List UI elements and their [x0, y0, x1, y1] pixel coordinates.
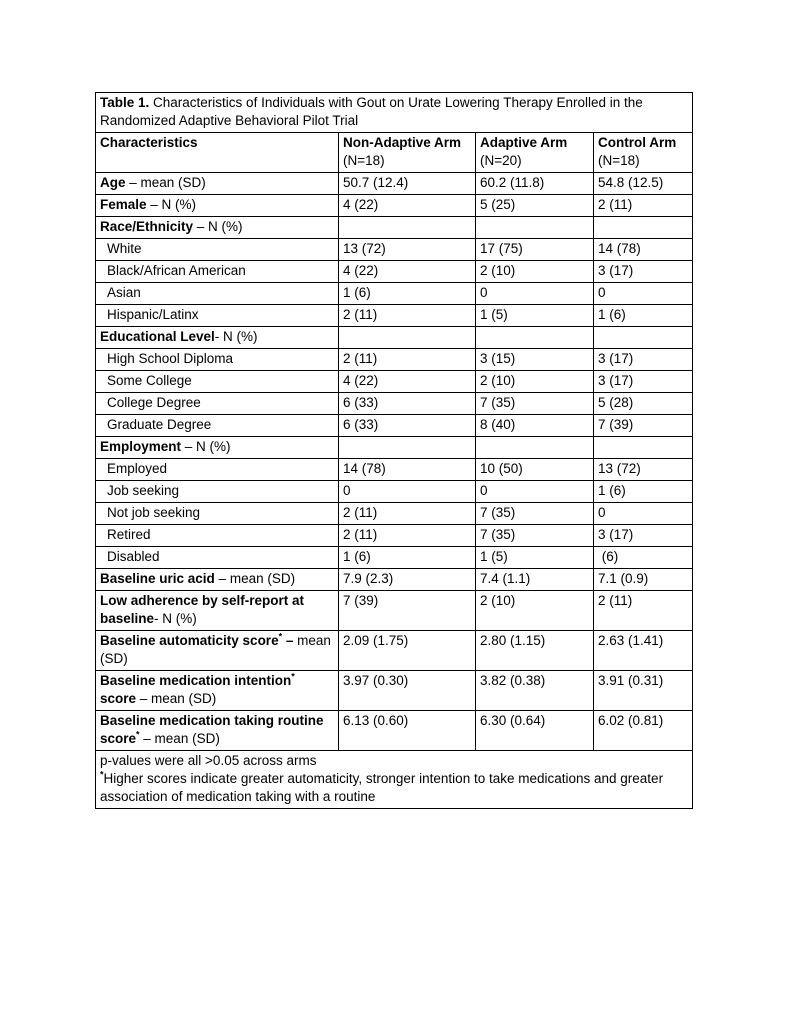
value-cell: 3 (17)	[594, 261, 693, 283]
footnote-asterisk: *	[136, 729, 140, 740]
value-cell: 5 (25)	[476, 195, 594, 217]
value-cell: 17 (75)	[476, 239, 594, 261]
text-segment: Table 1.	[100, 95, 150, 110]
value-cell: 0	[594, 283, 693, 305]
column-header-label: Non-Adaptive Arm	[343, 135, 462, 150]
text-segment: - N (%)	[154, 611, 197, 626]
table-title-row	[96, 93, 693, 133]
row-label	[96, 305, 339, 327]
row-label	[96, 671, 339, 711]
table-row	[96, 437, 693, 459]
text-segment: Female	[100, 197, 147, 212]
row-label	[96, 547, 339, 569]
table-row	[96, 195, 693, 217]
table-row	[96, 239, 693, 261]
text-segment: Higher scores indicate greater automaticity, stronger intention to take medications and greater association of medication taking with a routine	[100, 771, 664, 804]
value-cell: 2 (11)	[339, 525, 476, 547]
column-header-characteristics	[96, 133, 339, 173]
value-cell: 2 (11)	[594, 591, 693, 631]
column-header-n: (N=20)	[480, 153, 522, 168]
text-segment: Race/Ethnicity	[100, 219, 194, 234]
value-cell: 2 (10)	[476, 591, 594, 631]
value-cell: 2 (11)	[339, 503, 476, 525]
text-segment: Hispanic/Latinx	[107, 307, 199, 322]
value-cell: 7.9 (2.3)	[339, 569, 476, 591]
text-segment: – mean (SD)	[139, 731, 220, 746]
value-cell: 54.8 (12.5)	[594, 173, 693, 195]
text-segment: Not job seeking	[107, 505, 201, 520]
footnote-line	[100, 752, 688, 770]
row-label	[96, 711, 339, 751]
table-row	[96, 349, 693, 371]
table-row	[96, 173, 693, 195]
text-segment: – mean (SD)	[136, 691, 217, 706]
text-segment: Some College	[107, 373, 192, 388]
value-cell: 3 (15)	[476, 349, 594, 371]
value-cell: 2 (11)	[339, 349, 476, 371]
value-cell: 3.91 (0.31)	[594, 671, 693, 711]
table-row	[96, 415, 693, 437]
value-cell: 0	[339, 481, 476, 503]
text-segment: –	[282, 633, 294, 648]
text-segment: - N (%)	[214, 329, 258, 344]
value-cell: 2 (11)	[339, 305, 476, 327]
text-segment: – mean (SD)	[214, 571, 296, 586]
table-row	[96, 261, 693, 283]
text-segment: Age	[100, 175, 126, 190]
column-header-label: Control Arm	[598, 135, 677, 150]
value-cell: 6.30 (0.64)	[476, 711, 594, 751]
value-cell: 1 (6)	[339, 547, 476, 569]
value-cell: 14 (78)	[594, 239, 693, 261]
table-row	[96, 327, 693, 349]
row-label	[96, 327, 339, 349]
value-cell: 10 (50)	[476, 459, 594, 481]
value-cell: 4 (22)	[339, 371, 476, 393]
value-cell: 6.13 (0.60)	[339, 711, 476, 751]
value-cell: 3 (17)	[594, 371, 693, 393]
table-row	[96, 371, 693, 393]
value-cell: 1 (6)	[339, 283, 476, 305]
table-row	[96, 393, 693, 415]
value-cell: 0	[476, 283, 594, 305]
value-cell: 3 (17)	[594, 349, 693, 371]
value-cell: 13 (72)	[339, 239, 476, 261]
table-header-row	[96, 133, 693, 173]
text-segment: p-values were all >0.05 across arms	[100, 753, 317, 768]
table-row	[96, 547, 693, 569]
text-segment: Black/African American	[107, 263, 246, 278]
row-label	[96, 631, 339, 671]
table-row	[96, 217, 693, 239]
table-title	[96, 93, 693, 133]
value-cell: 2.09 (1.75)	[339, 631, 476, 671]
table-footnotes	[96, 751, 693, 809]
column-header-n: (N=18)	[598, 153, 640, 168]
text-segment: Baseline uric acid	[100, 571, 215, 586]
value-cell: 5 (28)	[594, 393, 693, 415]
text-segment: score	[100, 691, 137, 706]
text-segment: Asian	[107, 285, 141, 300]
table-footnote-row	[96, 751, 693, 809]
text-segment: – N (%)	[146, 197, 197, 212]
value-cell	[339, 327, 476, 349]
row-label	[96, 393, 339, 415]
value-cell: 7 (39)	[594, 415, 693, 437]
text-segment: – N (%)	[181, 439, 231, 454]
value-cell: 50.7 (12.4)	[339, 173, 476, 195]
row-label	[96, 503, 339, 525]
value-cell: 1 (6)	[594, 305, 693, 327]
characteristics-table	[95, 92, 693, 809]
text-segment: Disabled	[107, 549, 160, 564]
value-cell	[339, 437, 476, 459]
text-segment: Graduate Degree	[107, 417, 212, 432]
row-label	[96, 195, 339, 217]
text-segment: Baseline automaticity score	[100, 633, 279, 648]
row-label	[96, 217, 339, 239]
row-label	[96, 437, 339, 459]
value-cell: 7 (39)	[339, 591, 476, 631]
value-cell: 0	[476, 481, 594, 503]
text-segment: Job seeking	[107, 483, 180, 498]
value-cell: 2 (10)	[476, 371, 594, 393]
table-row	[96, 631, 693, 671]
row-label	[96, 569, 339, 591]
value-cell	[594, 437, 693, 459]
value-cell: 8 (40)	[476, 415, 594, 437]
row-label	[96, 239, 339, 261]
text-segment: – mean (SD)	[125, 175, 206, 190]
value-cell: 60.2 (11.8)	[476, 173, 594, 195]
column-header-adaptive-arm	[476, 133, 594, 173]
row-label	[96, 349, 339, 371]
text-segment: Employed	[107, 461, 168, 476]
value-cell: 14 (78)	[339, 459, 476, 481]
value-cell: 6 (33)	[339, 415, 476, 437]
value-cell: 3.82 (0.38)	[476, 671, 594, 711]
row-label	[96, 283, 339, 305]
text-segment: – N (%)	[193, 219, 243, 234]
value-cell: 13 (72)	[594, 459, 693, 481]
value-cell: 4 (22)	[339, 261, 476, 283]
text-segment: Characteristics of Individuals with Gout on Urate Lowering Therapy Enrolled in the Randomized Adaptive Behavioral Pilot Trial	[100, 95, 643, 128]
text-segment: Low adherence by self-report at baseline	[100, 593, 305, 626]
table-row	[96, 459, 693, 481]
value-cell: (6)	[594, 547, 693, 569]
value-cell	[476, 327, 594, 349]
value-cell: 6.02 (0.81)	[594, 711, 693, 751]
value-cell: 7.1 (0.9)	[594, 569, 693, 591]
value-cell	[476, 217, 594, 239]
text-segment: Educational Level	[100, 329, 215, 344]
row-label	[96, 415, 339, 437]
value-cell	[594, 217, 693, 239]
table-row	[96, 711, 693, 751]
row-label	[96, 459, 339, 481]
value-cell: 3.97 (0.30)	[339, 671, 476, 711]
value-cell	[476, 437, 594, 459]
text-segment: Employment	[100, 439, 182, 454]
table-row	[96, 671, 693, 711]
table-row	[96, 481, 693, 503]
text-segment: Baseline medication intention	[100, 673, 292, 688]
text-segment: Baseline medication taking routine score	[100, 713, 324, 746]
table-row	[96, 591, 693, 631]
text-segment: High School Diploma	[107, 351, 234, 366]
value-cell: 6 (33)	[339, 393, 476, 415]
text-segment: White	[107, 241, 142, 256]
row-label	[96, 525, 339, 547]
value-cell: 7.4 (1.1)	[476, 569, 594, 591]
text-segment: mean (SD)	[100, 633, 331, 666]
value-cell: 7 (35)	[476, 503, 594, 525]
value-cell	[339, 217, 476, 239]
table-row	[96, 283, 693, 305]
value-cell: 2.80 (1.15)	[476, 631, 594, 671]
column-header-n: (N=18)	[343, 153, 385, 168]
column-header-label: Characteristics	[100, 135, 198, 150]
row-label	[96, 261, 339, 283]
row-label	[96, 481, 339, 503]
table-row	[96, 503, 693, 525]
footnote-asterisk: *	[100, 769, 104, 780]
value-cell: 7 (35)	[476, 393, 594, 415]
value-cell: 0	[594, 503, 693, 525]
value-cell: 1 (5)	[476, 547, 594, 569]
value-cell: 2 (11)	[594, 195, 693, 217]
value-cell: 3 (17)	[594, 525, 693, 547]
column-header-non-adaptive-arm	[339, 133, 476, 173]
row-label	[96, 371, 339, 393]
column-header-label: Adaptive Arm	[480, 135, 568, 150]
row-label	[96, 591, 339, 631]
text-segment: Retired	[107, 527, 151, 542]
footnote-asterisk: *	[291, 671, 295, 682]
value-cell	[594, 327, 693, 349]
footnote-line	[100, 770, 688, 806]
value-cell: 1 (6)	[594, 481, 693, 503]
table-row	[96, 569, 693, 591]
column-header-control-arm	[594, 133, 693, 173]
value-cell: 7 (35)	[476, 525, 594, 547]
text-segment: College Degree	[107, 395, 201, 410]
value-cell: 2 (10)	[476, 261, 594, 283]
value-cell: 2.63 (1.41)	[594, 631, 693, 671]
value-cell: 1 (5)	[476, 305, 594, 327]
footnote-asterisk: *	[278, 631, 283, 642]
row-label	[96, 173, 339, 195]
table-row	[96, 305, 693, 327]
value-cell: 4 (22)	[339, 195, 476, 217]
table-row	[96, 525, 693, 547]
